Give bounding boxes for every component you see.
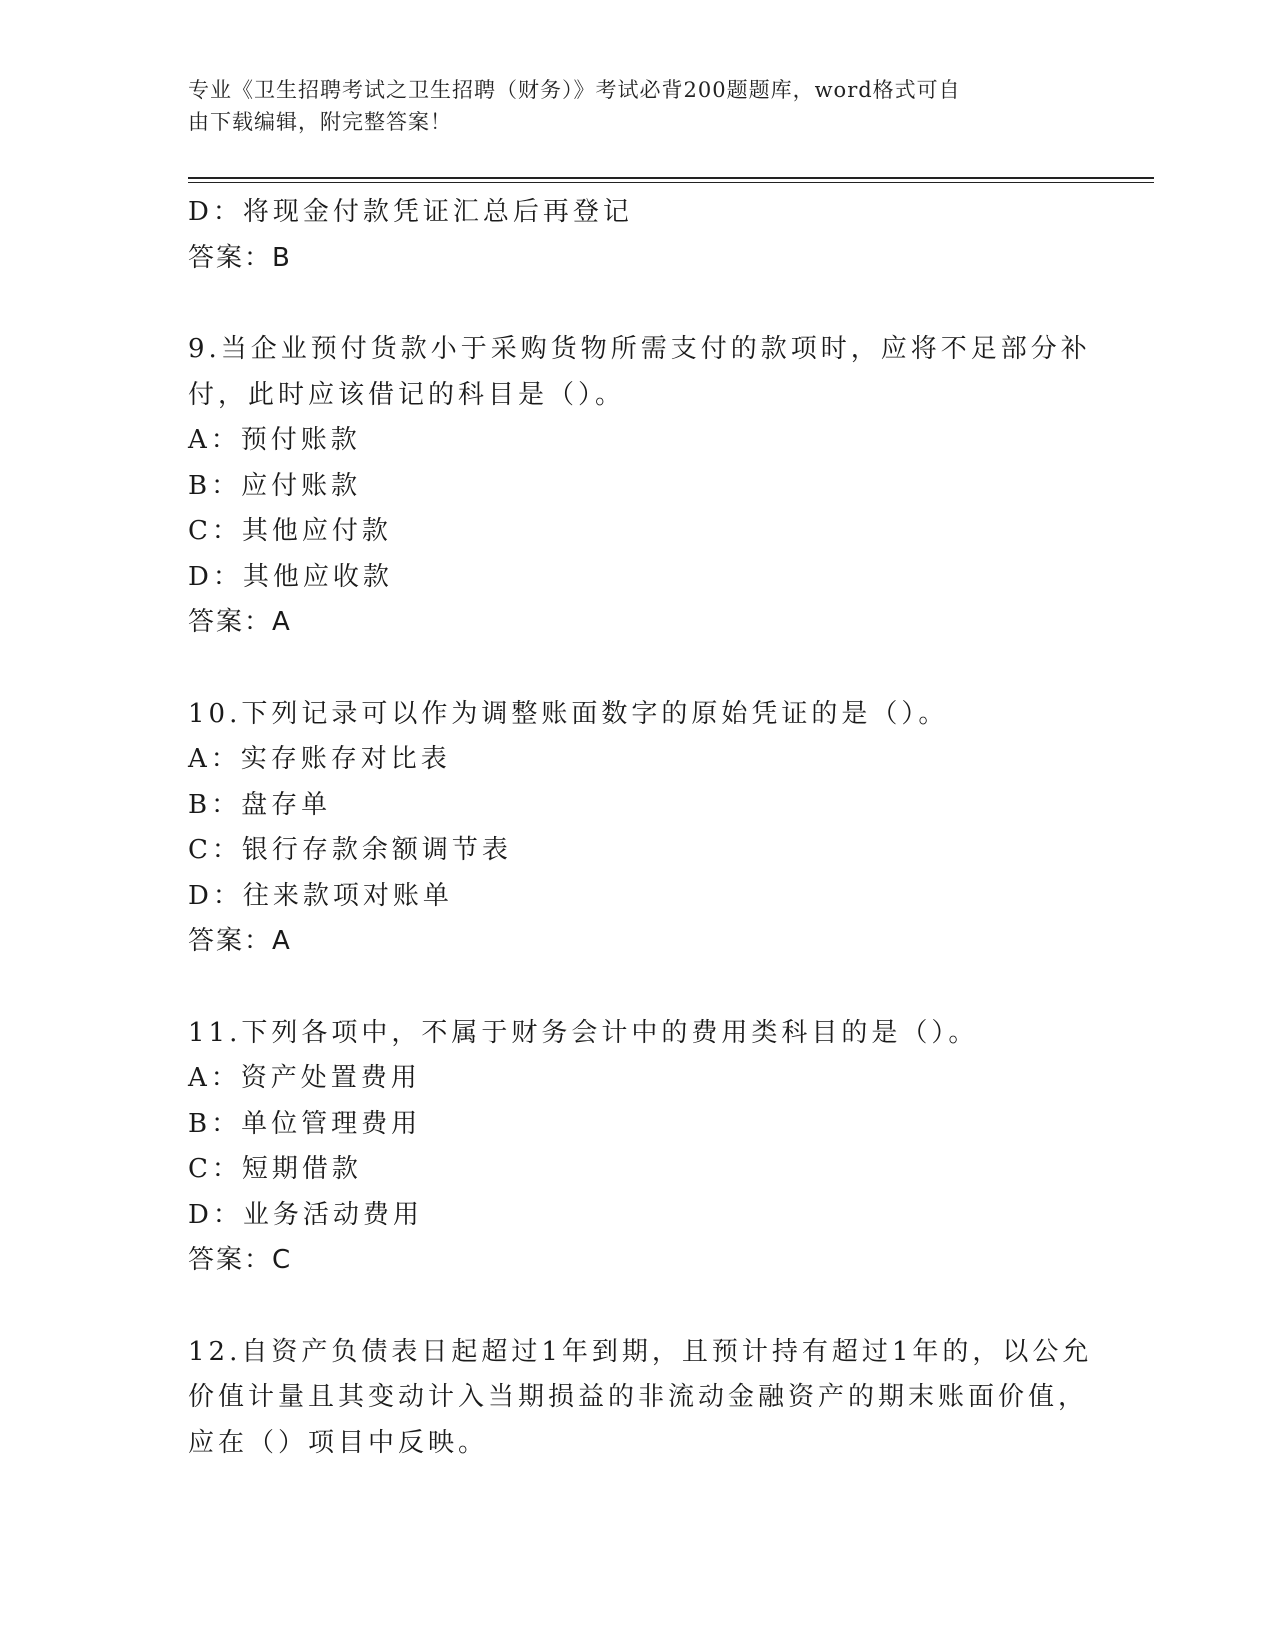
question-stem: 11.下列各项中，不属于财务会计中的费用类科目的是（）。 — [188, 1017, 979, 1048]
option-b: B：应付账款 — [188, 470, 362, 501]
header-line-1: 专业《卫生招聘考试之卫生招聘（财务）》考试必背200题题库，word格式可自 — [188, 78, 961, 102]
option-d: D：将现金付款凭证汇总后再登记 — [188, 197, 633, 227]
page-header — [188, 74, 1068, 138]
answer-line: 答案：B — [188, 242, 292, 273]
spacer — [188, 281, 1088, 327]
spacer — [188, 965, 1088, 1011]
option-b: B：单位管理费用 — [188, 1108, 422, 1139]
question-stem: 应在（）项目中反映。 — [188, 1427, 489, 1458]
option-c: C：其他应付款 — [188, 516, 392, 546]
question-stem: 付，此时应该借记的科目是（）。 — [188, 379, 626, 410]
answer-line: 答案：A — [188, 926, 292, 956]
option-a: A：资产处置费用 — [188, 1063, 421, 1093]
question-stem: 10.下列记录可以作为调整账面数字的原始凭证的是（）。 — [188, 698, 949, 729]
header-rule-thick — [188, 177, 1154, 179]
option-a: A：预付账款 — [188, 425, 361, 455]
question-9 — [188, 327, 1091, 646]
question-10 — [188, 692, 1088, 965]
option-c: C：短期借款 — [188, 1154, 362, 1184]
option-d: D：业务活动费用 — [188, 1199, 423, 1230]
question-list — [188, 190, 1093, 1466]
question-stem: 12.自资产负债表日起超过1年到期，且预计持有超过1年的，以公允 — [188, 1336, 1093, 1367]
answer-line: 答案：C — [188, 1245, 293, 1275]
header-line-2: 由下载编辑，附完整答案！ — [188, 110, 452, 134]
spacer — [188, 1284, 1088, 1330]
question-12 — [188, 1330, 1093, 1467]
spacer — [188, 646, 1088, 692]
option-b: B：盘存单 — [188, 789, 332, 820]
header-rule-thin — [188, 182, 1154, 183]
option-a: A：实存账存对比表 — [188, 744, 451, 774]
option-c: C：银行存款余额调节表 — [188, 835, 512, 865]
question-stem: 价值计量且其变动计入当期损益的非流动金融资产的期末账面价值， — [188, 1382, 1089, 1412]
option-d: D：其他应收款 — [188, 561, 393, 592]
question-11 — [188, 1011, 1088, 1284]
option-d: D：往来款项对账单 — [188, 880, 453, 911]
question-stem: 9.当企业预付货款小于采购货物所需支付的款项时，应将不足部分补 — [188, 334, 1091, 364]
answer-line: 答案：A — [188, 607, 292, 637]
